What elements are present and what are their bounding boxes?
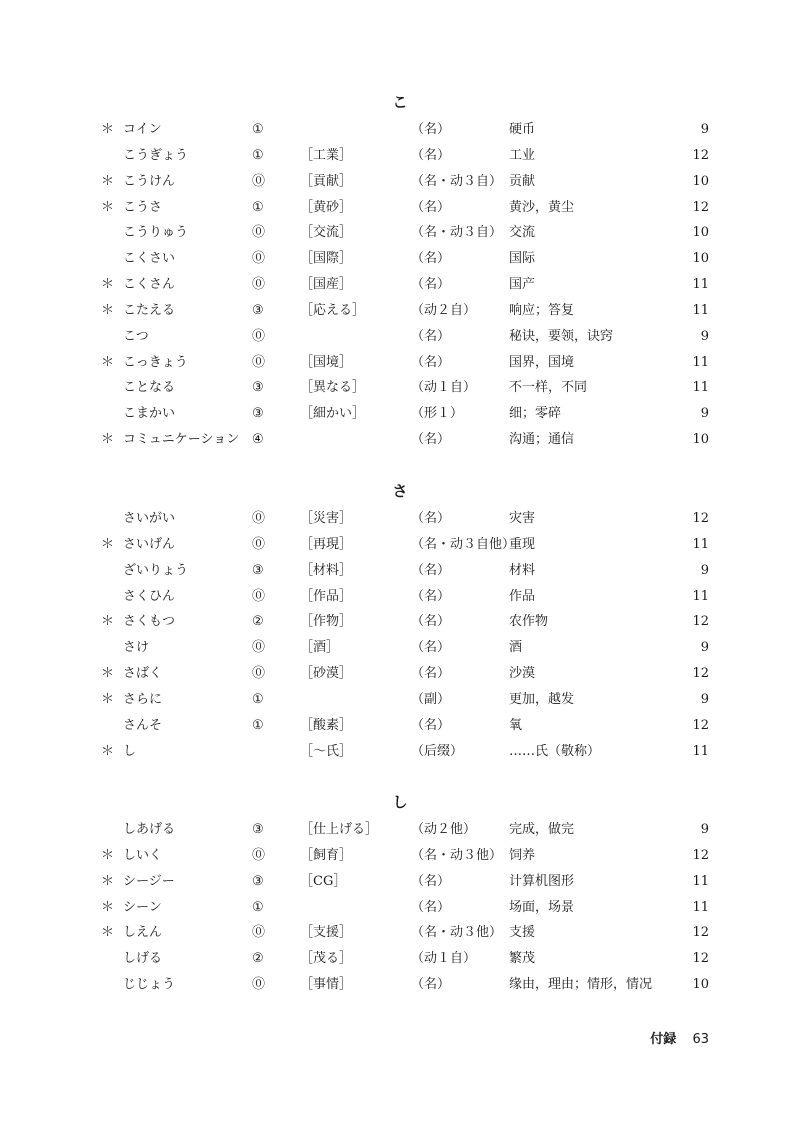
entry-kanji: ［～氏］ [300, 743, 353, 759]
entry-meaning: 不一样，不同 [509, 380, 588, 396]
entry-word: さらに [123, 691, 163, 707]
entry-meaning: 响应；答复 [509, 302, 575, 318]
entry-meaning: 重现 [509, 536, 536, 552]
part-of-speech: （名） [411, 640, 451, 656]
entry-row [0, 195, 800, 221]
accent-mark: ① [252, 899, 264, 915]
entry-meaning: 场面，场景 [509, 899, 575, 915]
part-of-speech: （名） [411, 562, 451, 578]
accent-mark: ③ [252, 562, 264, 578]
part-of-speech: （名） [411, 614, 451, 630]
lesson-number: 12 [692, 147, 709, 163]
star-mark: ＊ [101, 302, 115, 318]
lesson-number: 11 [692, 277, 709, 293]
entry-list [0, 117, 800, 453]
entry-kanji: ［事情］ [300, 977, 353, 993]
accent-mark: ⓪ [252, 354, 266, 370]
entry-word: シージー [123, 873, 175, 889]
star-mark: ＊ [101, 847, 115, 863]
entry-word: し [123, 743, 137, 759]
accent-mark: ⓪ [252, 977, 266, 993]
part-of-speech: （名） [411, 899, 451, 915]
entry-row [0, 558, 800, 584]
footer-label: 付録 [650, 1032, 677, 1047]
part-of-speech: （动２自） [411, 302, 477, 318]
entry-word: こうさ [123, 199, 163, 215]
accent-mark: ③ [252, 302, 264, 318]
entry-word: ことなる [123, 380, 176, 396]
part-of-speech: （名） [411, 328, 451, 344]
lesson-number: 11 [692, 743, 709, 759]
entry-meaning: 农作物 [509, 614, 549, 630]
part-of-speech: （动２他） [411, 822, 477, 837]
entry-row [0, 739, 800, 765]
entry-kanji: ［酸素］ [300, 717, 353, 733]
lesson-number: 11 [692, 354, 709, 370]
star-mark: ＊ [101, 199, 115, 215]
part-of-speech: （名） [411, 432, 451, 448]
entry-word: さいがい [123, 511, 176, 526]
accent-mark: ② [252, 614, 264, 630]
accent-mark: ① [252, 717, 264, 733]
entry-meaning: 黄沙，黄尘 [509, 199, 575, 215]
entry-meaning: 计算机图形 [509, 873, 575, 889]
entry-word: さんそ [123, 717, 163, 733]
accent-mark: ③ [252, 822, 264, 837]
lesson-number: 12 [692, 614, 709, 630]
entry-row [0, 169, 800, 195]
accent-mark: ① [252, 199, 264, 215]
entry-kanji: ［作物］ [300, 614, 353, 630]
entry-kanji: ［支援］ [300, 925, 353, 941]
entry-kanji: ［災害］ [300, 511, 353, 526]
star-mark: ＊ [101, 691, 115, 707]
lesson-number: 11 [692, 873, 709, 889]
entry-kanji: ［作品］ [300, 588, 353, 604]
entry-meaning: 灾害 [509, 511, 536, 526]
lesson-number: 11 [692, 536, 709, 552]
entry-word: こうけん [123, 173, 176, 189]
entry-kanji: ［国産］ [300, 277, 353, 293]
part-of-speech: （动１自） [411, 380, 477, 396]
entry-kanji: ［茂る］ [300, 951, 353, 967]
entry-meaning: 更加，越发 [509, 691, 575, 707]
entry-row [0, 946, 800, 972]
accent-mark: ⓪ [252, 511, 266, 526]
entry-row [0, 635, 800, 661]
star-mark: ＊ [101, 173, 115, 189]
entry-row [0, 972, 800, 998]
entry-row [0, 869, 800, 895]
entry-meaning: 国产 [509, 277, 536, 293]
entry-row [0, 246, 800, 272]
entry-word: コミュニケーション [123, 432, 240, 448]
entry-row [0, 817, 800, 843]
page-number: 63 [692, 1032, 709, 1047]
accent-mark: ③ [252, 380, 264, 396]
entry-kanji: ［貢献］ [300, 173, 353, 189]
part-of-speech: （名） [411, 511, 451, 526]
entry-word: しいく [123, 847, 163, 863]
entry-meaning: 酒 [509, 640, 523, 656]
part-of-speech: （动１自） [411, 951, 477, 967]
entry-row [0, 350, 800, 376]
entry-meaning: 材料 [509, 562, 536, 578]
entry-word: こたえる [123, 302, 176, 318]
star-mark: ＊ [101, 432, 115, 448]
entry-kanji: ［交流］ [300, 225, 353, 241]
entry-row [0, 117, 800, 143]
part-of-speech: （名・动３他） [411, 925, 503, 941]
entry-word: こっきょう [123, 354, 188, 370]
section-heading: さ [392, 482, 408, 500]
part-of-speech: （名） [411, 147, 451, 163]
lesson-number: 9 [700, 691, 709, 707]
entry-word: こまかい [123, 406, 176, 422]
entry-word: こうりゅう [123, 225, 189, 241]
part-of-speech: （名） [411, 717, 451, 733]
star-mark: ＊ [101, 122, 115, 137]
lesson-number: 12 [692, 925, 709, 941]
lesson-number: 12 [692, 847, 709, 863]
entry-meaning: 氧 [509, 717, 523, 733]
entry-meaning: 国界，国境 [509, 354, 575, 370]
entry-kanji: ［飼育］ [300, 847, 353, 863]
lesson-number: 12 [692, 717, 709, 733]
section-heading: し [392, 793, 408, 811]
entry-meaning: 饲养 [509, 847, 536, 863]
entry-word: こつ [123, 328, 149, 344]
entry-word: しげる [123, 951, 163, 967]
part-of-speech: （名） [411, 122, 451, 137]
part-of-speech: （名） [411, 354, 451, 370]
entry-kanji: ［材料］ [300, 562, 353, 578]
part-of-speech: （名） [411, 873, 451, 889]
accent-mark: ② [252, 951, 264, 967]
lesson-number: 12 [692, 199, 709, 215]
entry-kanji: ［工業］ [300, 147, 353, 163]
lesson-number: 11 [692, 302, 709, 318]
accent-mark: ③ [252, 873, 264, 889]
star-mark: ＊ [101, 614, 115, 630]
lesson-number: 10 [692, 173, 709, 189]
entry-meaning: 支援 [509, 925, 536, 941]
entry-meaning: 贡献 [509, 173, 536, 189]
entry-word: こうぎょう [123, 147, 189, 163]
entry-meaning: 秘诀，要领，诀窍 [509, 328, 614, 344]
entry-kanji: ［異なる］ [300, 380, 366, 396]
accent-mark: ① [252, 147, 264, 163]
lesson-number: 10 [692, 432, 709, 448]
lesson-number: 9 [700, 562, 709, 578]
lesson-number: 9 [700, 328, 709, 344]
entry-word: さけ [123, 640, 150, 656]
entry-list [0, 506, 800, 764]
part-of-speech: （名） [411, 199, 451, 215]
part-of-speech: （名） [411, 666, 451, 682]
entry-kanji: ［国際］ [300, 251, 353, 267]
entry-word: さばく [123, 666, 163, 682]
star-mark: ＊ [101, 277, 115, 293]
part-of-speech: （名） [411, 977, 451, 993]
entry-row [0, 895, 800, 921]
entry-row [0, 220, 800, 246]
entry-word: コイン [123, 122, 162, 137]
entry-meaning: ……氏（敬称） [509, 743, 601, 759]
accent-mark: ⓪ [252, 536, 266, 552]
entry-word: シーン [123, 899, 162, 915]
star-mark: ＊ [101, 743, 115, 759]
accent-mark: ⓪ [252, 328, 266, 344]
entry-row [0, 609, 800, 635]
entry-kanji: ［国境］ [300, 354, 353, 370]
accent-mark: ① [252, 122, 264, 137]
part-of-speech: （名） [411, 588, 451, 604]
part-of-speech: （名・动３他） [411, 847, 503, 863]
lesson-number: 11 [692, 899, 709, 915]
entry-row [0, 375, 800, 401]
part-of-speech: （名） [411, 251, 451, 267]
lesson-number: 9 [700, 822, 709, 837]
star-mark: ＊ [101, 666, 115, 682]
entry-kanji: ［CG］ [300, 873, 347, 889]
entry-kanji: ［砂漠］ [300, 666, 353, 682]
accent-mark: ⓪ [252, 640, 266, 656]
entry-row [0, 661, 800, 687]
entry-row [0, 843, 800, 869]
entry-kanji: ［応える］ [300, 302, 366, 318]
part-of-speech: （名） [411, 277, 451, 293]
entry-word: しあげる [123, 822, 176, 837]
entry-kanji: ［黄砂］ [300, 199, 353, 215]
entry-row [0, 687, 800, 713]
part-of-speech: （副） [411, 691, 451, 707]
entry-word: しえん [123, 925, 163, 941]
entry-row [0, 401, 800, 427]
entry-word: さくもつ [123, 614, 176, 630]
entry-meaning: 作品 [509, 588, 536, 604]
entry-kanji: ［仕上げる］ [300, 822, 379, 837]
entry-list [0, 817, 800, 998]
accent-mark: ① [252, 691, 264, 707]
entry-kanji: ［細かい］ [300, 406, 366, 422]
entry-meaning: 交流 [509, 225, 536, 241]
accent-mark: ⓪ [252, 251, 266, 267]
lesson-number: 12 [692, 951, 709, 967]
lesson-number: 10 [692, 225, 709, 241]
lesson-number: 11 [692, 380, 709, 396]
entry-row [0, 143, 800, 169]
accent-mark: ⓪ [252, 666, 266, 682]
entry-row [0, 920, 800, 946]
entry-meaning: 沙漠 [509, 666, 536, 682]
entry-row [0, 324, 800, 350]
part-of-speech: （名・动３自他） [411, 536, 516, 552]
star-mark: ＊ [101, 536, 115, 552]
accent-mark: ⓪ [252, 173, 266, 189]
star-mark: ＊ [101, 354, 115, 370]
entry-meaning: 国际 [509, 251, 536, 267]
entry-meaning: 细；零碎 [509, 406, 562, 422]
lesson-number: 12 [692, 511, 709, 526]
accent-mark: ⓪ [252, 277, 266, 293]
accent-mark: ⓪ [252, 925, 266, 941]
entry-word: こくさい [123, 251, 176, 267]
section-heading: こ [392, 93, 408, 111]
accent-mark: ⓪ [252, 588, 266, 604]
entry-word: じじょう [123, 977, 176, 993]
part-of-speech: （名・动３自） [411, 173, 503, 189]
entry-meaning: 繁茂 [509, 951, 536, 967]
entry-meaning: 缘由，理由；情形，情况 [509, 977, 653, 993]
part-of-speech: （形１） [411, 406, 464, 422]
lesson-number: 10 [692, 977, 709, 993]
page-footer [650, 1028, 709, 1047]
part-of-speech: （名・动３自） [411, 225, 503, 241]
accent-mark: ④ [252, 432, 264, 448]
entry-word: ざいりょう [123, 562, 189, 578]
entry-row [0, 298, 800, 324]
entry-word: こくさん [123, 277, 176, 293]
star-mark: ＊ [101, 925, 115, 941]
entry-row [0, 427, 800, 453]
lesson-number: 9 [700, 406, 709, 422]
entry-meaning: 工业 [509, 147, 536, 163]
lesson-number: 11 [692, 588, 709, 604]
accent-mark: ⓪ [252, 225, 266, 241]
entry-kanji: ［再現］ [300, 536, 353, 552]
part-of-speech: （后缀） [411, 743, 464, 759]
entry-row [0, 584, 800, 610]
lesson-number: 10 [692, 251, 709, 267]
entry-row [0, 506, 800, 532]
entry-row [0, 532, 800, 558]
entry-row [0, 713, 800, 739]
star-mark: ＊ [101, 899, 115, 915]
entry-word: さいげん [123, 536, 176, 552]
entry-meaning: 硬币 [509, 122, 536, 137]
entry-word: さくひん [123, 588, 176, 604]
entry-kanji: ［酒］ [300, 640, 340, 656]
star-mark: ＊ [101, 873, 115, 889]
entry-meaning: 完成，做完 [509, 822, 575, 837]
accent-mark: ③ [252, 406, 264, 422]
lesson-number: 9 [700, 640, 709, 656]
entry-row [0, 272, 800, 298]
accent-mark: ⓪ [252, 847, 266, 863]
entry-meaning: 沟通；通信 [509, 432, 575, 448]
lesson-number: 9 [700, 122, 709, 137]
lesson-number: 12 [692, 666, 709, 682]
